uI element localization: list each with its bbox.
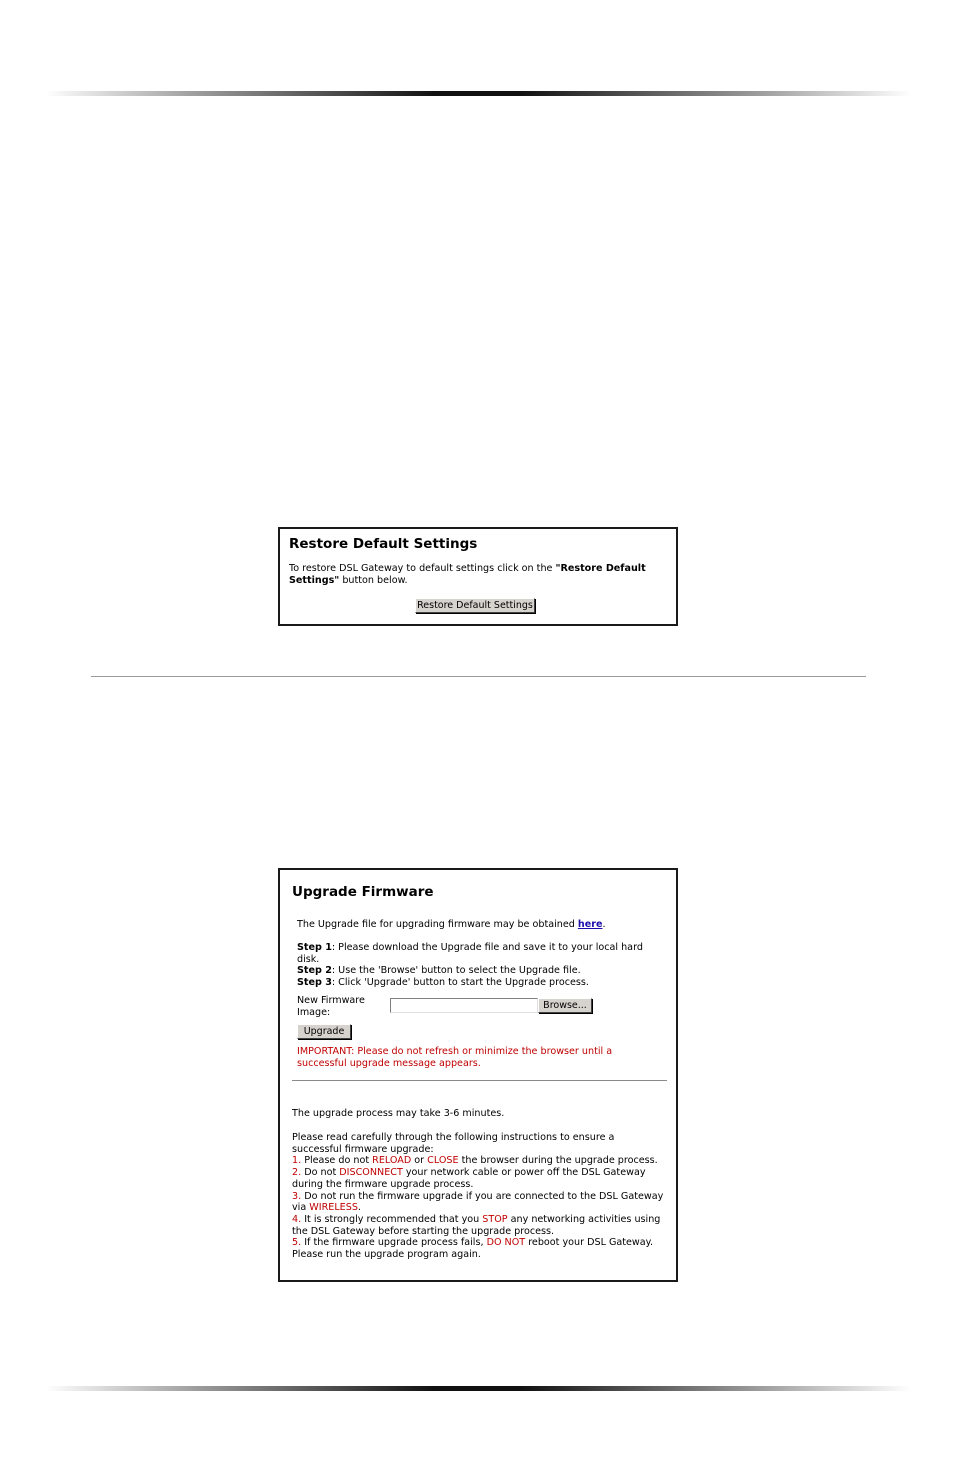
page-top-rule <box>45 91 911 96</box>
important-warning: IMPORTANT: Please do not refresh or minimize the browser until a successful upgrade message appears. <box>297 1046 613 1069</box>
instruction-5: 5. If the firmware upgrade process fails, DO NOT reboot your DSL Gateway. <box>292 1237 654 1249</box>
section-divider <box>91 676 866 677</box>
upgrade-steps <box>297 942 643 989</box>
instructions-list: Please read carefully through the following instructions to ensure a successful firmware upgrade: 1. Please do not RELOAD or CLOSE the browser during the upgrade process. 2. Do not DISCONNECT your network cable or power off the DSL Gateway during the firmware upgrade process. 3. Do not run the firmware upgrade if you are connected to the DSL Gateway via WIRELESS. 4. It is strongly recommended that you STOP any networking activities using the DSL Gateway before starting the upgrade process. 5. If the firmware upgrade process fails, DO NOT reboot your DSL Gateway. Please run the upgrade program again. <box>292 1132 664 1261</box>
restore-default-panel <box>278 527 678 626</box>
upgrade-divider <box>292 1080 667 1081</box>
browse-button[interactable]: Browse... <box>538 998 592 1013</box>
upgrade-intro: The Upgrade file for upgrading firmware may be obtained here. <box>297 919 606 930</box>
instruction-4: 4. It is strongly recommended that you STOP any networking activities using <box>292 1213 661 1225</box>
restore-description: To restore DSL Gateway to default settings click on the "Restore Default Settings" button below. <box>289 563 646 586</box>
upgrade-firmware-panel <box>278 868 678 1282</box>
restore-title: Restore Default Settings <box>289 536 478 552</box>
step-1-cont: disk. <box>297 953 320 965</box>
upgrade-button[interactable]: Upgrade <box>297 1024 351 1039</box>
upgrade-title: Upgrade Firmware <box>292 884 434 900</box>
step-2: Step 2: Use the 'Browse' button to select the Upgrade file. <box>297 965 581 977</box>
new-firmware-label: New Firmware Image: <box>297 995 365 1018</box>
here-link[interactable]: here <box>577 919 603 930</box>
instruction-1: 1. Please do not RELOAD or CLOSE the browser during the upgrade process. <box>292 1155 658 1167</box>
instruction-2: 2. Do not DISCONNECT your network cable or power off the DSL Gateway <box>292 1167 646 1179</box>
step-1: Step 1: Please download the Upgrade file and save it to your local hard <box>297 942 643 953</box>
instruction-3: 3. Do not run the firmware upgrade if you are connected to the DSL Gateway <box>292 1190 664 1202</box>
time-note: The upgrade process may take 3-6 minutes. <box>292 1108 505 1119</box>
firmware-file-input[interactable] <box>390 998 538 1013</box>
restore-default-button[interactable]: Restore Default Settings <box>415 598 535 613</box>
page-bottom-rule <box>45 1386 911 1391</box>
step-3: Step 3: Click 'Upgrade' button to start the Upgrade process. <box>297 977 589 989</box>
